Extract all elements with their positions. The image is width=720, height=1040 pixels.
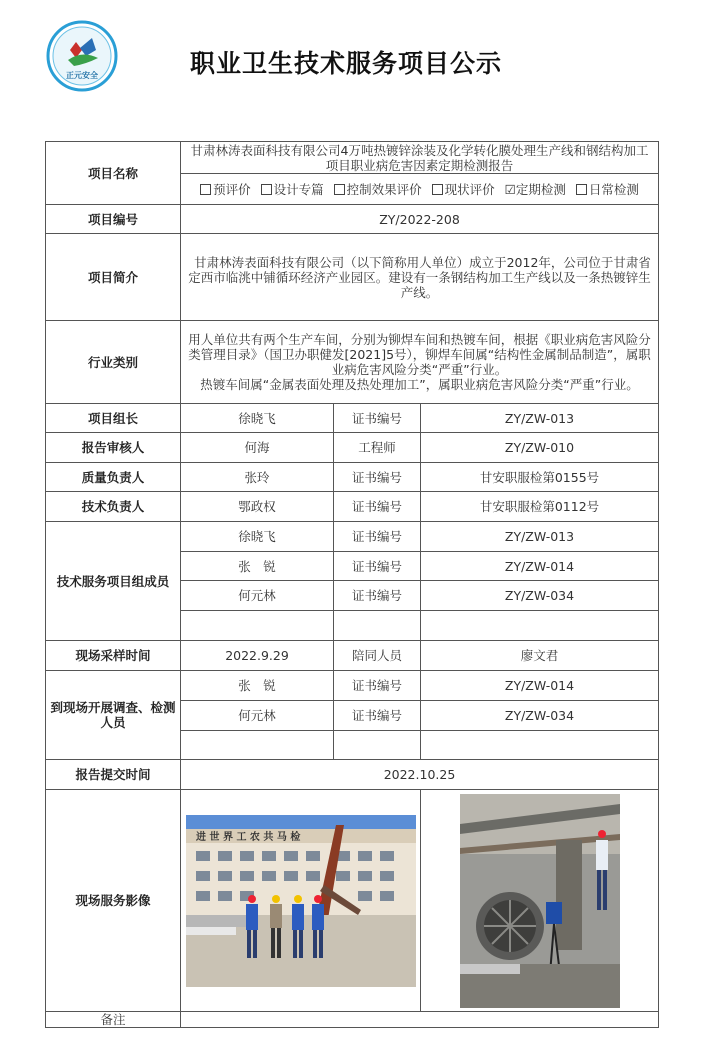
- report-type-label: 设计专篇: [273, 181, 324, 197]
- company-logo: [46, 20, 118, 92]
- report-type-option: [334, 182, 422, 197]
- onsite-name: 张 锐: [181, 671, 334, 701]
- onsite-label: 到现场开展调查、检测人员: [46, 671, 181, 760]
- building-sign-text: 进 世 界 工 农 共 马 检: [195, 831, 300, 843]
- report-type-label: 现状评价: [444, 181, 495, 197]
- industry-text-2: 热镀车间属“金属表面处理及热处理加工”，属职业病危害风险分类“严重”行业。: [200, 377, 639, 392]
- report-type-label: 预评价: [213, 181, 251, 197]
- member-name: 徐晓飞: [181, 522, 334, 552]
- quality-name: 张玲: [181, 463, 334, 492]
- checked-box-icon: ☑: [504, 181, 516, 197]
- member-cert-label: 证书编号: [334, 522, 421, 552]
- reviewer-title: 工程师: [334, 433, 421, 463]
- member-cert: ZY/ZW-014: [421, 552, 659, 581]
- industry-label: 行业类别: [46, 321, 181, 404]
- member-name: 张 锐: [181, 552, 334, 581]
- sampling-date: 2022.9.29: [181, 641, 334, 671]
- report-type-label: 日常检测: [588, 181, 639, 197]
- tech-cert: 甘安职服检第0112号: [421, 492, 659, 522]
- project-no-label: 项目编号: [46, 205, 181, 234]
- report-type-label: 控制效果评价: [346, 181, 422, 197]
- page-title: 职业卫生技术服务项目公示: [190, 49, 503, 78]
- checkbox-icon: [576, 184, 587, 195]
- report-type-option: [576, 182, 639, 197]
- quality-cert: 甘安职服检第0155号: [421, 463, 659, 492]
- members-label: 技术服务项目组成员: [46, 522, 181, 641]
- report-type-label: 定期检测: [515, 181, 566, 197]
- project-no-value: ZY/2022-208: [181, 205, 659, 234]
- quality-label: 质量负责人: [46, 463, 181, 492]
- sampling-label: 现场采样时间: [46, 641, 181, 671]
- submit-date: 2022.10.25: [181, 760, 659, 790]
- photo-cell-2: [421, 790, 659, 1012]
- leader-cert: ZY/ZW-013: [421, 404, 659, 433]
- reviewer-label: 报告审核人: [46, 433, 181, 463]
- logo-text: 正元安全: [66, 71, 98, 80]
- onsite-name: 何元林: [181, 701, 334, 731]
- tech-label: 技术负责人: [46, 492, 181, 522]
- companion-label: 陪同人员: [334, 641, 421, 671]
- report-type-option: [200, 182, 251, 197]
- onsite-name: [181, 731, 334, 760]
- photos-label: 现场服务影像: [46, 790, 181, 1012]
- companion-name: 廖文君: [421, 641, 659, 671]
- project-intro-label: 项目简介: [46, 234, 181, 321]
- checkbox-icon: [200, 184, 211, 195]
- tech-cert-label: 证书编号: [334, 492, 421, 522]
- leader-label: 项目组长: [46, 404, 181, 433]
- remark-value: [181, 1012, 659, 1028]
- site-photo-1: [186, 815, 416, 987]
- onsite-cert: ZY/ZW-034: [421, 701, 659, 731]
- industry-value: [181, 321, 659, 404]
- industry-text-1: 用人单位共有两个生产车间，分别为铆焊车间和热镀车间，根据《职业病危害风险分类管理目录》（国卫办职健发[2021]5号），铆焊车间属“结构性金属制品制造”，属职业病危害风险分类“严重”行业。: [188, 332, 651, 377]
- member-cert-label: 证书编号: [334, 581, 421, 611]
- report-type-option: [432, 182, 495, 197]
- member-name: 何元林: [181, 581, 334, 611]
- member-cert-label: [334, 611, 421, 641]
- onsite-cert-label: 证书编号: [334, 701, 421, 731]
- member-cert: ZY/ZW-034: [421, 581, 659, 611]
- project-name-value: 甘肃林涛表面科技有限公司4万吨热镀锌涂装及化学转化膜处理生产线和钢结构加工项目职业病危害因素定期检测报告: [181, 142, 659, 174]
- photo-cell-1: [181, 790, 421, 1012]
- member-cert: ZY/ZW-013: [421, 522, 659, 552]
- report-type-option: [505, 182, 566, 197]
- report-type-option: [261, 182, 324, 197]
- leader-cert-label: 证书编号: [334, 404, 421, 433]
- project-intro-value: 甘肃林涛表面科技有限公司（以下简称用人单位）成立于2012年，公司位于甘肃省定西市临洮中铺循环经济产业园区。建设有一条钢结构加工生产线以及一条热镀锌生产线。: [181, 234, 659, 321]
- onsite-cert-label: [334, 731, 421, 760]
- tech-name: 鄂政权: [181, 492, 334, 522]
- quality-cert-label: 证书编号: [334, 463, 421, 492]
- onsite-cert: ZY/ZW-014: [421, 671, 659, 701]
- submit-label: 报告提交时间: [46, 760, 181, 790]
- remark-label: 备注: [46, 1012, 181, 1028]
- project-name-label: 项目名称: [46, 142, 181, 205]
- checkbox-icon: [334, 184, 345, 195]
- reviewer-name: 何海: [181, 433, 334, 463]
- member-cert: [421, 611, 659, 641]
- info-table: [45, 141, 659, 1028]
- member-name: [181, 611, 334, 641]
- member-cert-label: 证书编号: [334, 552, 421, 581]
- checkbox-icon: [432, 184, 443, 195]
- checkbox-icon: [261, 184, 272, 195]
- onsite-cert-label: 证书编号: [334, 671, 421, 701]
- site-photo-2: [460, 794, 620, 1008]
- onsite-cert: [421, 731, 659, 760]
- reviewer-cert: ZY/ZW-010: [421, 433, 659, 463]
- report-type-options: [181, 174, 659, 205]
- leader-name: 徐晓飞: [181, 404, 334, 433]
